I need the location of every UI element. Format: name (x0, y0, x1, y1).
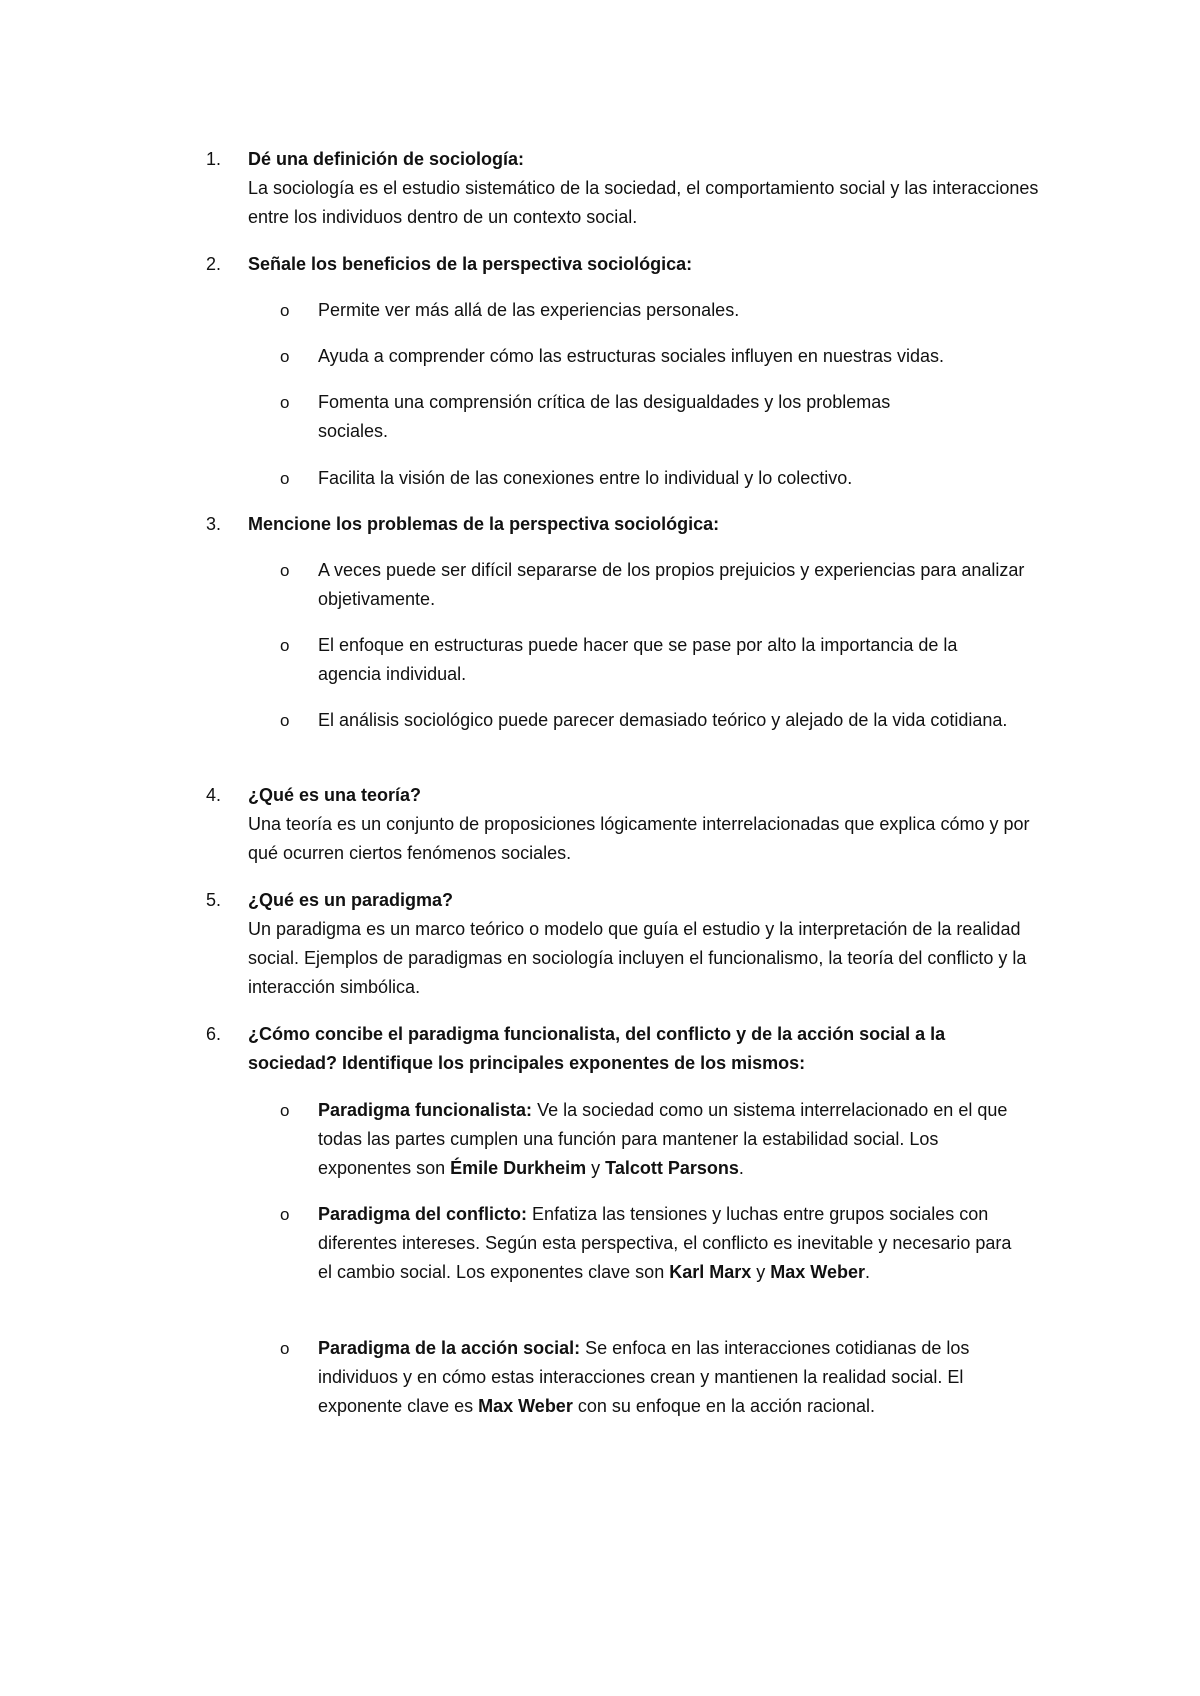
paradigm-description: Enfatiza las tensiones y luchas entre grupos sociales con diferentes intereses. Según esta perspectiva, el conflicto es inevitable y necesario para el cambio social. Los exponentes clave son (318, 1204, 1012, 1282)
bullet-marker: o (280, 1101, 290, 1120)
exponent-name: Talcott Parsons (605, 1158, 739, 1178)
bullet-marker: o (280, 561, 290, 580)
bullet-marker: o (280, 393, 290, 412)
paradigm-item (280, 1334, 1020, 1421)
question-text: ¿Qué es una teoría? (248, 785, 422, 805)
bullet-item (280, 556, 1040, 614)
paradigm-description: Se enfoca en las interacciones cotidianas de los individuos y en cómo estas interacciones crean y mantienen la realidad social. El exponente clave es (318, 1338, 970, 1416)
list-item (206, 886, 1066, 1002)
joiner-text: y (586, 1158, 606, 1178)
list-item (206, 250, 1066, 279)
bullet-text: Ayuda a comprender cómo las estructuras sociales influyen en nuestras vidas. (318, 346, 944, 366)
bullet-text: Permite ver más allá de las experiencias personales. (318, 300, 740, 320)
bullet-marker: o (280, 301, 290, 320)
question-text: Señale los beneficios de la perspectiva sociológica: (248, 254, 693, 274)
bullet-item (280, 342, 1040, 371)
bullet-item (280, 631, 1020, 689)
bullet-item (280, 464, 1040, 493)
bullet-marker: o (280, 711, 290, 730)
joiner-text: y (751, 1262, 771, 1282)
bullet-marker: o (280, 636, 290, 655)
bullet-item (280, 706, 1020, 735)
bullet-text: Fomenta una comprensión crítica de las desigualdades y los problemas sociales. (318, 392, 891, 441)
paradigm-name: Paradigma de la acción social: (318, 1338, 581, 1358)
bullet-text: A veces puede ser difícil separarse de los propios prejuicios y experiencias para analizar objetivamente. (318, 560, 1025, 609)
bullet-marker: o (280, 347, 290, 366)
bullet-text: El análisis sociológico puede parecer demasiado teórico y alejado de la vida cotidiana. (318, 710, 1008, 730)
item-number: 2. (206, 254, 222, 274)
ending-text: con su enfoque en la acción racional. (572, 1396, 876, 1416)
item-number: 3. (206, 514, 222, 534)
paradigm-name: Paradigma del conflicto: (318, 1204, 528, 1224)
item-number: 4. (206, 785, 222, 805)
question-text: ¿Qué es un paradigma? (248, 890, 454, 910)
bullet-text: Facilita la visión de las conexiones entre lo individual y lo colectivo. (318, 468, 853, 488)
paradigm-text (318, 1096, 1020, 1183)
answer-text: La sociología es el estudio sistemático de la sociedad, el comportamiento social y las interacciones entre los individuos dentro de un contexto social. (248, 178, 1039, 227)
question-text: Dé una definición de sociología: (248, 149, 525, 169)
paradigm-item (280, 1200, 1020, 1287)
ending-text: . (864, 1262, 870, 1282)
list-item (206, 781, 1066, 868)
item-number: 5. (206, 890, 222, 910)
list-item (206, 145, 1066, 232)
paradigm-description: Ve la sociedad como un sistema interrelacionado en el que todas las partes cumplen una función para mantener la estabilidad social. Los exponentes son (318, 1100, 1008, 1178)
list-item (206, 1020, 1066, 1078)
bullet-marker: o (280, 1205, 290, 1224)
bullet-item (280, 296, 1040, 325)
ending-text: . (738, 1158, 744, 1178)
bullet-marker: o (280, 469, 290, 488)
item-number: 1. (206, 149, 222, 169)
exponent-name: Max Weber (478, 1396, 573, 1416)
bullet-text: El enfoque en estructuras puede hacer que se pase por alto la importancia de la agencia individual. (318, 635, 958, 684)
item-number: 6. (206, 1024, 222, 1044)
bullet-marker: o (280, 1339, 290, 1358)
question-text: Mencione los problemas de la perspectiva sociológica: (248, 514, 720, 534)
paradigm-text (318, 1334, 1020, 1421)
answer-text: Una teoría es un conjunto de proposiciones lógicamente interrelacionadas que explica cómo y por qué ocurren ciertos fenómenos sociales. (248, 814, 1030, 863)
exponent-name: Max Weber (770, 1262, 865, 1282)
bullet-item (280, 388, 940, 446)
paradigm-text (318, 1200, 1020, 1287)
answer-text: Un paradigma es un marco teórico o modelo que guía el estudio y la interpretación de la realidad social. Ejemplos de paradigmas en sociología incluyen el funcionalismo, la teoría del conflicto y la interacción simbólica. (248, 919, 1027, 997)
paradigm-item (280, 1096, 1020, 1183)
question-text: ¿Cómo concibe el paradigma funcionalista, del conflicto y de la acción social a la sociedad? Identifique los principales exponentes de los mismos: (248, 1024, 946, 1073)
list-item (206, 510, 1066, 539)
exponent-name: Karl Marx (669, 1262, 752, 1282)
paradigm-name: Paradigma funcionalista: (318, 1100, 533, 1120)
exponent-name: Émile Durkheim (450, 1158, 587, 1178)
